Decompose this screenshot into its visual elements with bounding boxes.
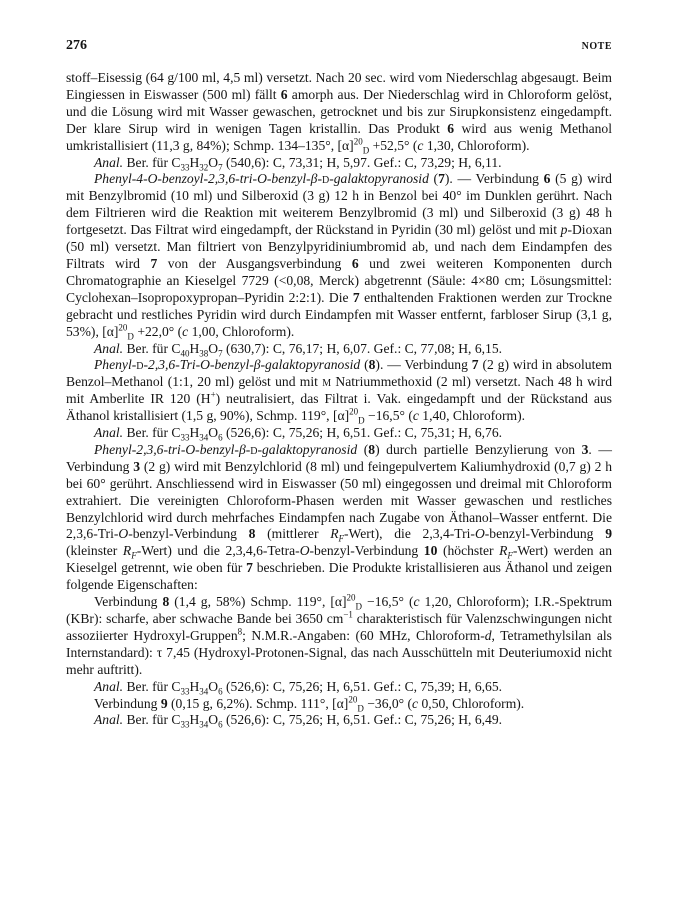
paragraph: stoff–Eisessig (64 g/100 ml, 4,5 ml) versetzt. Nach 20 sec. wird vom Niederschlag abgesaugt. Beim Eingiessen in Eiswasser (500 ml) fällt 6 amorph aus. Der Niederschlag wird in Chloroform gelöst, und die Lösung wird mit Wasser gewaschen, getrocknet und bis zur Sirupkonsistenz eingedampft. Der klare Sirup wird in wenigen Tagen kristallin. Das Produkt 6 wird aus wenig Methanol umkristallisiert (11,3 g, 84%); Schmp. 134–135°, $[\alpha]^{20}_D +52,5^\circ$ (c 1,30, Chloroform).	[66, 70, 613, 156]
paragraph: Anal. Ber. für $C_{33}H_{32}O_7$ (540,6): C, 73,31; H, 5,97. Gef.: C, 73,29; H, 6,11.	[94, 154, 502, 173]
paragraph: Anal. Ber. für $C_{33}H_{34}O_6$ (526,6): C, 75,26; H, 6,51. Gef.: C, 75,26; H, 6,49.	[94, 712, 503, 731]
paragraph: Phenyl-4-O-benzoyl-2,3,6-tri-O-benzyl-β-d-galaktopyranosid (7). — Verbindung 6 (5 g) wird mit Benzylbromid (10 ml) und Silberoxid (3 g) 12 h in Benzol bei 40° im Dunklen gerührt. Nach dem Filtrieren wird die Reaktion mit weiterem Benzylbromid (3 ml) und Silberoxid (3 g) 48 h fortgesetzt. Das Filtrat wird eingedampft, der Rückstand in Pyridin (30 ml) gelöst und mit p-Dioxan (50 ml) versetzt. Man filtriert von Benzylpyridiniumbromid ab, und nach dem Eindampfen des Filtrats wird 7 von der Ausgangsverbindung 6 und zwei weiteren Komponenten durch Chromatographie an Kieselgel 7729 (<0,08, Merck) abgetrennt (Säule: 4×80 cm; Lösungsmittel: Cyclohexan–Isopropoxypropan–Pyridin 2:2:1). Die 7 enthaltenden Fraktionen werden zur Trockne gebracht und restliches Pyridin wird durch Eindampfen mit Wasser entfernt, farbloser Sirup (3,1 g, 53%), $[\alpha]^{20}_D +22,0^\circ$ (c 1,00, Chloroform).	[66, 171, 613, 342]
page-number: 276	[66, 38, 87, 53]
paragraph: Phenyl-d-2,3,6-Tri-O-benzyl-β-galaktopyranosid (8). — Verbindung 7 (2 g) wird in absolutem Benzol–Methanol (1:1, 20 ml) gelöst und mit m Natriummethoxid (2 ml) versetzt. Nach 48 h wird mit Amberlite IR 120 (H+) neutralisiert, das Filtrat i. Vak. eingedampft und der Rückstand aus Äthanol kristallisiert (1,5 g, 90%), Schmp. 119°, $[\alpha]^{20}_D -16,5^\circ$ (c 1,40, Chloroform).	[66, 357, 612, 426]
body-text	[66, 70, 612, 729]
paragraph: Verbindung 9 (0,15 g, 6,2%). Schmp. 111°, $[\alpha]^{20}_D -36,0^\circ$ (c 0,50, Chloroform).	[94, 694, 525, 714]
paragraph: Anal. Ber. für $C_{33}H_{34}O_6$ (526,6): C, 75,26; H, 6,51. Gef.: C, 75,31; H, 6,76.	[94, 425, 503, 443]
paragraph: Anal. Ber. für $C_{40}H_{38}O_7$ (630,7): C, 76,17; H, 6,07. Gef.: C, 77,08; H, 6,15.	[94, 340, 503, 359]
paragraph: Phenyl-2,3,6-tri-O-benzyl-β-d-galaktopyranosid (8) durch partielle Benzylierung von 3. — Verbindung 3 (2 g) wird mit Benzylchlorid (8 ml) und feingepulvertem Kaliumhydroxid (0,7 g) 2 h bei 60° gerührt. Anschliessend wird in Eiswasser (50 ml) eingegossen und dreimal mit Chloroform extrahiert. Die vereinigten Chloroform-Phasen werden mit Wasser gewaschen und restliches Benzylchlorid wird durch mehrfaches Eindampfen nach Zugabe von Äthanol–Wasser entfernt. Die 2,3,6-Tri-O-benzyl-Verbindung 8 (mittlerer $R_F-Wert$), die 2,3,4-Tri-O-benzyl-Verbindung 9 (kleinster $R_F-Wert$) und die 2,3,4,6-Tetra-O-benzyl-Verbindung 10 (höchster $R_F-Wert$) werden an Kieselgel getrennt, wie oben für 7 beschrieben. Die Produkte kristallisieren aus Äthanol und zeigen folgende Eigenschaften:	[66, 441, 613, 593]
running-head: NOTE	[581, 41, 612, 52]
page-header	[66, 38, 612, 54]
paragraph: Verbindung 8 (1,4 g, 58%) Schmp. 119°, $[\alpha]^{20}_D -16,5^\circ$ (c 1,20, Chloroform); I.R.-Spektrum (KBr): scharfe, aber schwache Bande bei 3650 $cm^{-1}$ charakteristisch für Valenzschwingungen nicht assoziierter Hydroxyl-Gruppen$^8$; N.M.R.-Angaben: (60 MHz, Chloroform-d, Tetramethylsilan als Internstandard): τ 7,45 (Hydroxyl-Protonen-Signal, das nach Ausschütteln mit Deuteriumoxid nicht mehr auftritt).	[66, 592, 613, 677]
journal-page	[66, 38, 612, 729]
paragraph: Anal. Ber. für $C_{33}H_{34}O_6$ (526,6): C, 75,26; H, 6,51. Gef.: C, 75,39; H, 6,65.	[94, 678, 503, 697]
